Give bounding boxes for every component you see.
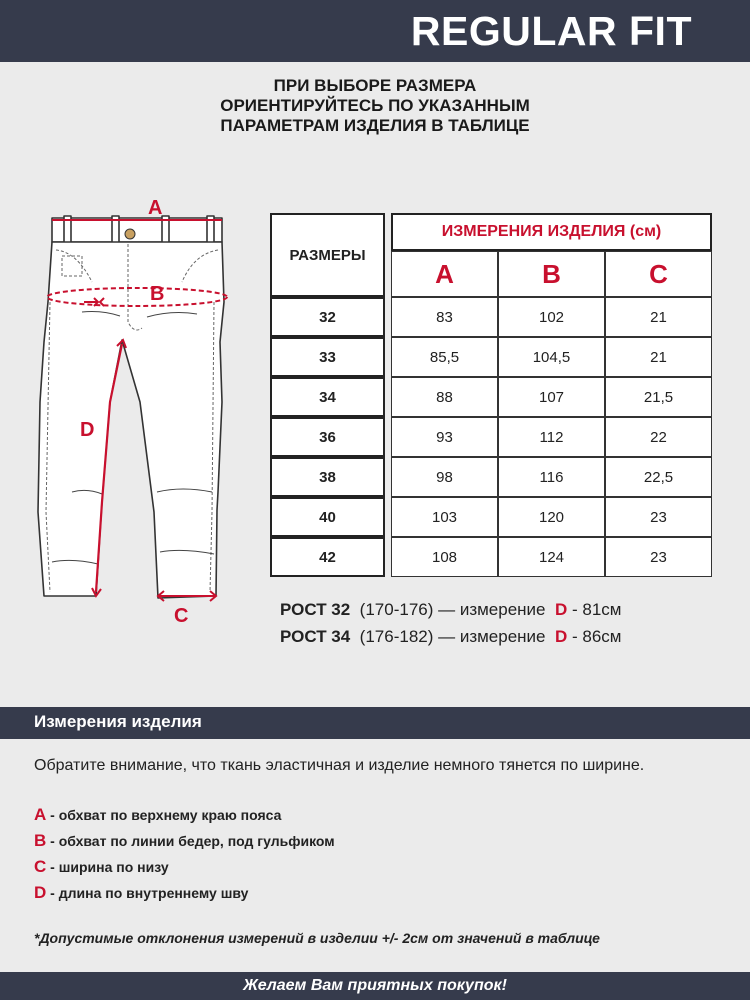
column-header-c: C (605, 251, 712, 297)
size-table (270, 213, 712, 577)
value-c: 22 (605, 417, 712, 457)
size-cell: 40 (270, 497, 385, 537)
elastic-note: Обратите внимание, что ткань эластичная и изделие немного тянется по ширине. (34, 757, 645, 774)
value-c: 22,5 (605, 457, 712, 497)
height-letter: D (554, 627, 568, 646)
height-range: (176-182) — измерение (359, 627, 546, 646)
legend-text: - обхват по линии бедер, под гульфиком (50, 833, 335, 849)
label-d: D (80, 419, 95, 441)
value-c: 23 (605, 497, 712, 537)
sizes-header: РАЗМЕРЫ (270, 213, 385, 297)
jeans-diagram (22, 192, 252, 632)
legend-text: - обхват по верхнему краю пояса (50, 807, 282, 823)
fit-title: REGULAR FIT (410, 8, 692, 54)
value-c: 21 (605, 337, 712, 377)
legend-letter: A (34, 805, 47, 824)
height-value: - 81см (571, 600, 622, 619)
value-b: 102 (498, 297, 605, 337)
section-title: Измерения изделия (34, 712, 202, 731)
legend-text: - длина по внутреннему шву (50, 885, 249, 901)
column-header-b: B (498, 251, 605, 297)
table-row (270, 417, 712, 457)
table-row (270, 537, 712, 577)
heading-line: ОРИЕНТИРУЙТЕСЬ ПО УКАЗАННЫМ (220, 96, 530, 115)
value-a: 83 (391, 297, 498, 337)
size-cell: 32 (270, 297, 385, 337)
height-info-34 (280, 627, 621, 647)
value-a: 85,5 (391, 337, 498, 377)
heading-line: ПАРАМЕТРАМ ИЗДЕЛИЯ В ТАБЛИЦЕ (220, 116, 530, 135)
value-a: 93 (391, 417, 498, 457)
table-row (270, 457, 712, 497)
label-c: C (174, 605, 189, 627)
legend-item (34, 805, 281, 825)
heading-line: ПРИ ВЫБОРЕ РАЗМЕРА (273, 76, 477, 95)
table-row (270, 297, 712, 337)
size-cell: 42 (270, 537, 385, 577)
height-info-32 (280, 600, 621, 620)
height-value: - 86см (571, 627, 622, 646)
value-a: 88 (391, 377, 498, 417)
value-a: 98 (391, 457, 498, 497)
legend-item (34, 857, 169, 877)
value-c: 23 (605, 537, 712, 577)
legend-letter: B (34, 831, 47, 850)
size-cell: 38 (270, 457, 385, 497)
height-range: (170-176) — измерение (359, 600, 546, 619)
table-row (270, 337, 712, 377)
value-a: 103 (391, 497, 498, 537)
legend-item (34, 883, 248, 903)
measurements-header: ИЗМЕРЕНИЯ ИЗДЕЛИЯ (см) (391, 213, 712, 251)
value-b: 116 (498, 457, 605, 497)
size-cell: 36 (270, 417, 385, 457)
size-advice-heading (0, 76, 750, 136)
column-header-a: A (391, 251, 498, 297)
value-c: 21,5 (605, 377, 712, 417)
header-bar (0, 0, 750, 62)
table-row (270, 497, 712, 537)
legend-item (34, 831, 335, 851)
tolerance-note: *Допустимые отклонения измерений в изделии +/- 2см от значений в таблице (34, 930, 600, 946)
footer-text: Желаем Вам приятных покупок! (243, 977, 507, 994)
value-b: 107 (498, 377, 605, 417)
value-a: 108 (391, 537, 498, 577)
height-label: РОСТ 32 (280, 600, 351, 619)
section-bar (0, 707, 750, 739)
label-a: A (148, 197, 163, 219)
value-b: 112 (498, 417, 605, 457)
legend-letter: D (34, 883, 47, 902)
legend-letter: C (34, 857, 47, 876)
value-b: 120 (498, 497, 605, 537)
footer-bar (0, 972, 750, 1000)
legend-text: - ширина по низу (50, 859, 169, 875)
label-b: B (150, 283, 165, 305)
size-cell: 34 (270, 377, 385, 417)
height-label: РОСТ 34 (280, 627, 351, 646)
size-cell: 33 (270, 337, 385, 377)
table-row (270, 377, 712, 417)
value-b: 104,5 (498, 337, 605, 377)
height-letter: D (554, 600, 568, 619)
value-c: 21 (605, 297, 712, 337)
value-b: 124 (498, 537, 605, 577)
